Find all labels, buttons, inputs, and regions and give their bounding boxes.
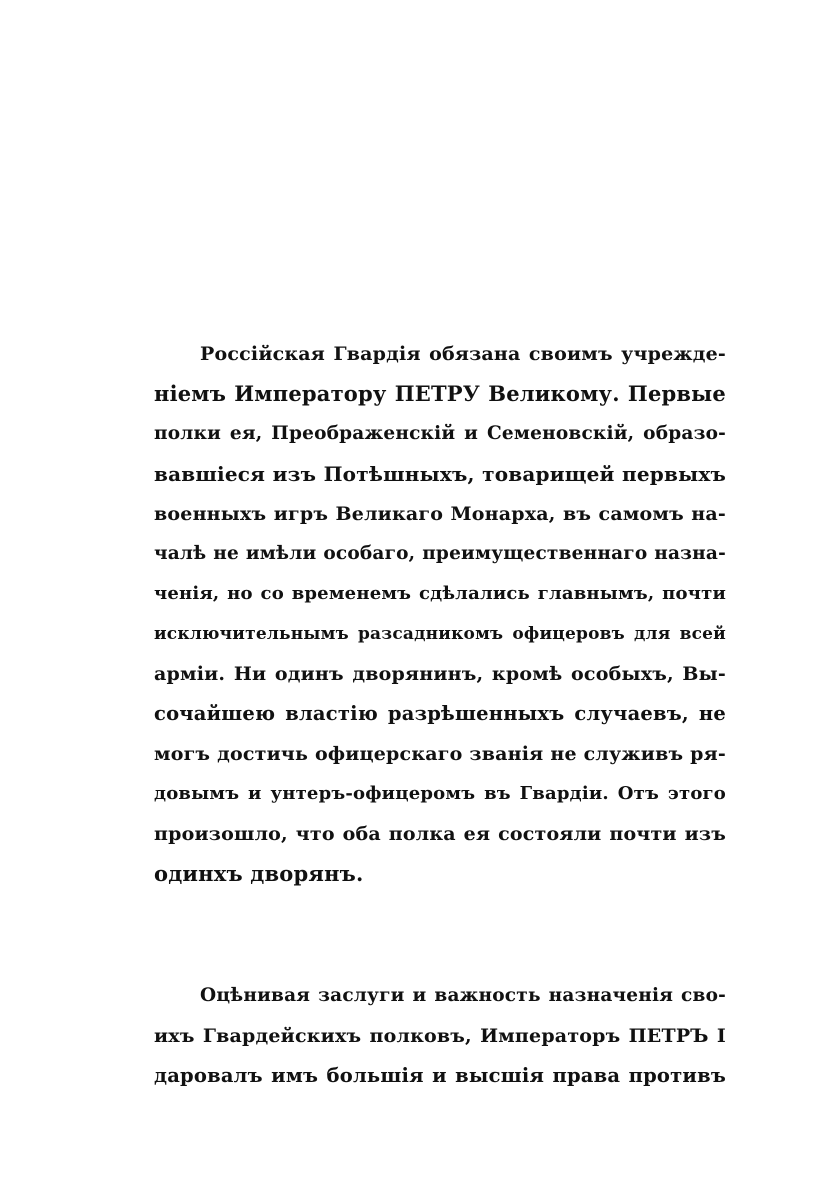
text-line: исключительнымъ разсадникомъ офицеровъ для всей (154, 624, 726, 644)
text-line: ніемъ Императору ПЕТРУ Великому. Первые (154, 381, 726, 406)
text-line: произошло, что оба полка ея состояли почти изъ (154, 823, 726, 845)
text-line: Оцѣнивая заслуги и важность назначенія сво- (200, 985, 726, 1006)
text-line: даровалъ имъ большія и высшія права противъ (154, 1064, 726, 1087)
text-line: полки ея, Преображенскій и Семеновскій, образо- (154, 423, 726, 444)
text-line: военныхъ игръ Великаго Монарха, въ самомъ на- (154, 503, 726, 525)
text-line: довымъ и унтеръ-офицеромъ въ Гвардіи. Отъ этого (154, 783, 726, 804)
text-line: могъ достичь офицерскаго званія не служивъ ря- (154, 743, 726, 765)
text-line: ченія, но со временемъ сдѣлались главнымъ, почти (154, 583, 726, 604)
text-line: чалѣ не имѣли особаго, преимущественнаго назна- (154, 543, 726, 564)
text-line: сочайшею властію разрѣшенныхъ случаевъ, не (154, 702, 726, 725)
paragraph-2 (154, 976, 726, 1106)
text-line: одинхъ дворянъ. (154, 861, 364, 886)
paragraph-1 (154, 334, 726, 934)
text-line: арміи. Ни одинъ дворянинъ, кромѣ особыхъ, Вы- (154, 663, 726, 685)
text-line: вавшіеся изъ Потѣшныхъ, товарищей первыхъ (154, 462, 726, 486)
text-line: Россійская Гвардія обязана своимъ учрежде- (200, 343, 726, 365)
text-line: ихъ Гвардейскихъ полковъ, Императоръ ПЕТРЪ I (154, 1025, 726, 1047)
